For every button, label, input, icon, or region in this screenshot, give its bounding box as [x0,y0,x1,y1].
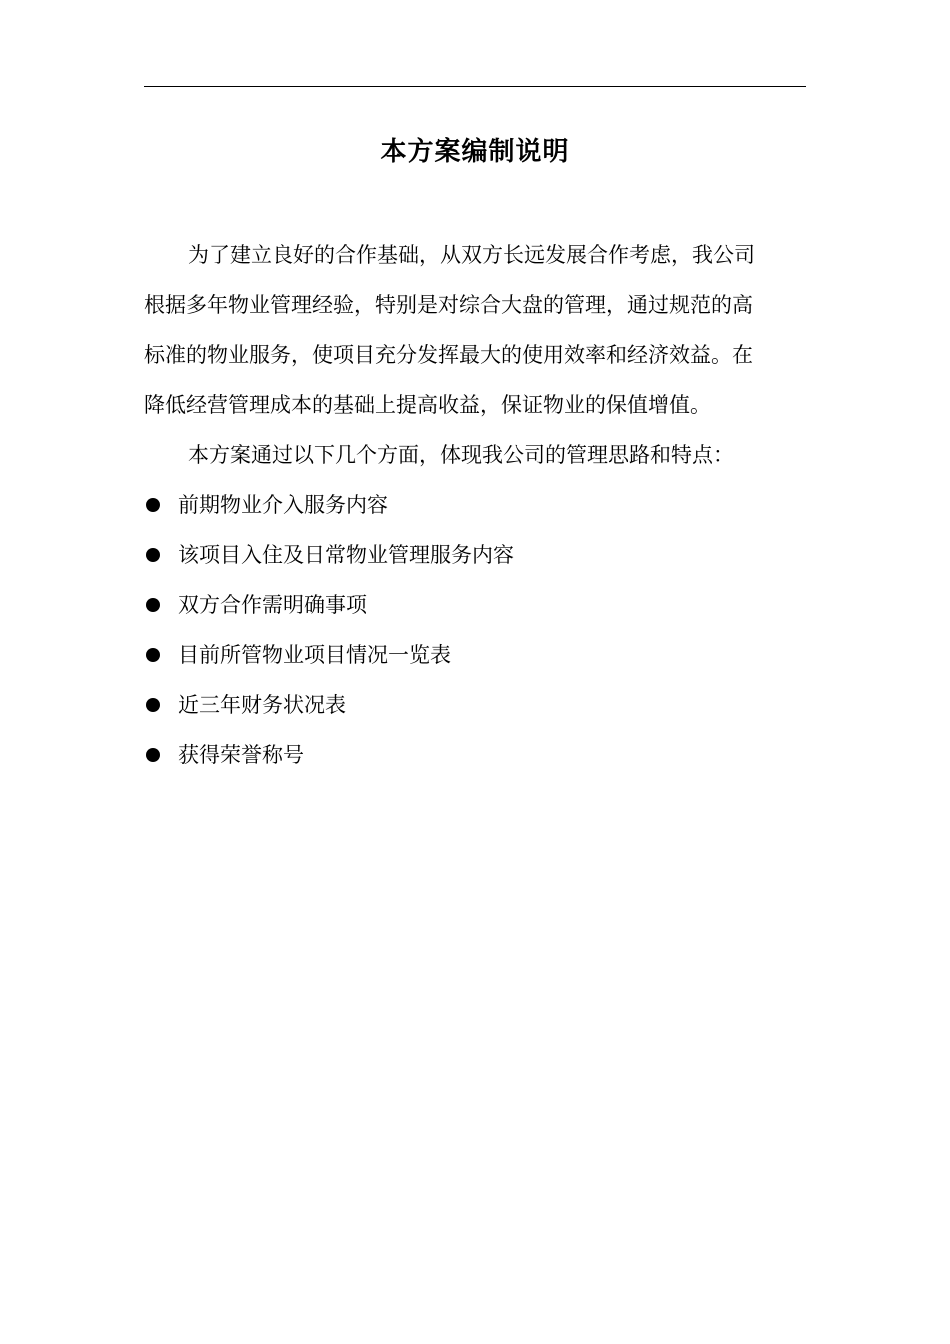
bullet-dot-icon [146,598,160,612]
intro-paragraph [144,230,806,430]
list-item [144,680,806,730]
bullet-dot-icon [146,498,160,512]
bullet-dot-icon [146,648,160,662]
list-item [144,480,806,530]
bullet-dot-icon [146,548,160,562]
list-item [144,580,806,630]
intro-paragraph-line: 降低经营管理成本的基础上提高收益，保证物业的保值增值。 [144,393,711,417]
list-item-label: 目前所管物业项目情况一览表 [178,643,451,667]
bullet-list [144,480,806,780]
list-item-label: 获得荣誉称号 [178,743,304,767]
document-body [144,230,806,780]
bullet-dot-icon [146,748,160,762]
intro-paragraph-line: 为了建立良好的合作基础，从双方长远发展合作考虑，我公司 [188,243,755,267]
document-title: 本方案编制说明 [380,137,570,167]
scope-paragraph: 本方案通过以下几个方面，体现我公司的管理思路和特点： [188,443,734,467]
list-item [144,530,806,580]
list-item [144,730,806,780]
list-item-label: 双方合作需明确事项 [178,593,367,617]
intro-paragraph-line: 标准的物业服务，使项目充分发挥最大的使用效率和经济效益。在 [144,343,753,367]
header-rule [144,86,806,87]
bullet-dot-icon [146,698,160,712]
list-item-label: 该项目入住及日常物业管理服务内容 [178,543,514,567]
intro-paragraph-line: 根据多年物业管理经验，特别是对综合大盘的管理，通过规范的高 [144,293,753,317]
list-item-label: 近三年财务状况表 [178,693,346,717]
list-item [144,630,806,680]
list-item-label: 前期物业介入服务内容 [178,493,388,517]
